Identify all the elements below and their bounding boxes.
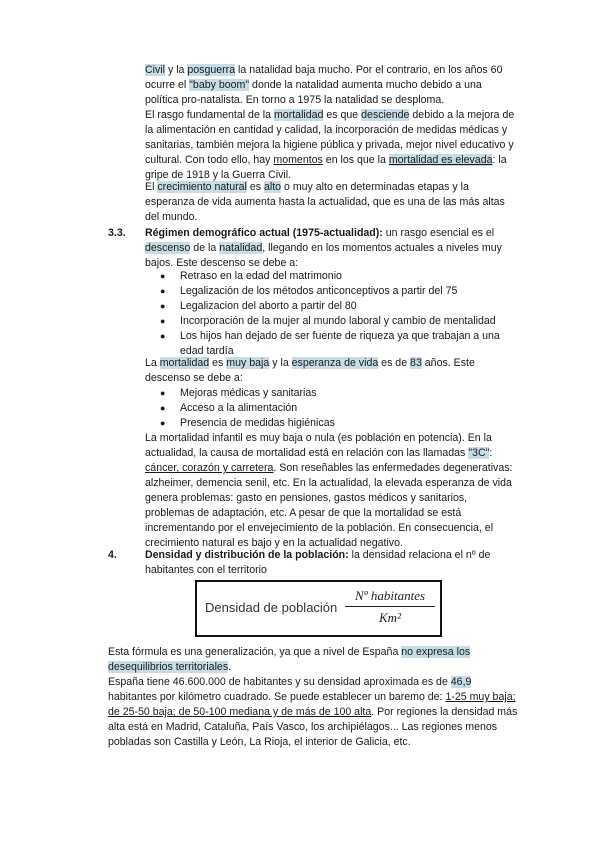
- text: :: [489, 447, 493, 459]
- text: La: [145, 357, 160, 369]
- paragraph-generalizacion: [108, 645, 518, 675]
- paragraph-mortalidad-infantil: [145, 431, 515, 551]
- text: o muy alto en determinadas etapas y la esperanza de vida aumenta hasta la actualidad, que es una de las más altas del mundo.: [145, 181, 505, 223]
- section-number-4: 4.: [108, 549, 117, 561]
- underline-cancer-corazon-carretera: cáncer, corazón y carretera: [145, 462, 274, 474]
- paragraph-crecimiento: [145, 180, 515, 225]
- section-number-3-3: 3.3.: [108, 227, 126, 239]
- text: . Por regiones la densidad más alta está en Madrid, Cataluña, País Vasco, los archipiélagos... Las regiones menos pobladas son Castilla y León, La Rioja, el interior de Galicia, etc.: [108, 706, 518, 748]
- list-item: ● Legalización de los métodos anticonceptivos a partir del 75: [160, 284, 520, 299]
- formula-label: Densidad de población: [205, 600, 338, 615]
- paragraph-regimen-actual: [145, 226, 515, 271]
- formula-numerator: Nº habitantes: [354, 588, 426, 603]
- paragraph-espana: [108, 675, 518, 750]
- paragraph-densidad: [145, 548, 515, 578]
- highlight-mortalidad-elevada: mortalidad es elevada: [388, 154, 493, 166]
- list-item: ● Los hijos han dejado de ser fuente de riqueza ya que trabajan a una edad tardía: [160, 329, 520, 359]
- text: El: [145, 181, 158, 193]
- formula-denominator: Km²: [379, 610, 401, 625]
- highlight-crecimiento-natural: crecimiento natural: [157, 181, 247, 193]
- highlight-civil: Civil: [145, 64, 166, 76]
- highlight-posguerra: posguerra: [187, 64, 236, 76]
- highlight-mortalidad-2: mortalidad: [159, 357, 210, 369]
- highlight-natalidad: natalidad: [219, 242, 263, 254]
- text: .: [228, 661, 232, 673]
- highlight-desciende: desciende: [361, 109, 410, 121]
- text: un rasgo esencial es el: [382, 227, 495, 239]
- list-item: ● Retraso en la edad del matrimonio: [160, 269, 520, 284]
- formula-fraction: [345, 588, 435, 626]
- list-item: ● Mejoras médicas y sanitarias: [160, 386, 520, 401]
- text: : la gripe de 1918 y la Guerra Civil.: [145, 154, 507, 181]
- text: España tiene 46.600.000 de habitantes y su densidad aproximada es de: [108, 676, 451, 688]
- highlight-83: 83: [410, 357, 422, 369]
- highlight-muy-baja: muy baja: [226, 357, 270, 369]
- text: y la: [269, 357, 292, 369]
- text: donde la natalidad aumenta mucho debido a una política pro-natalista. En torno a 1975 la natalidad se desploma.: [145, 79, 482, 106]
- text: es que: [323, 109, 362, 121]
- paragraph-mortalidad: [145, 108, 515, 183]
- underline-momentos: momentos: [273, 154, 323, 166]
- highlight-baby-boom: "baby boom": [189, 79, 250, 91]
- section-title-4: Densidad y distribución de la población:: [145, 549, 349, 561]
- highlight-desequilibrios: no expresa los desequilibrios territoriales: [108, 646, 471, 673]
- fraction-bar: [345, 606, 435, 607]
- text: es: [209, 357, 227, 369]
- text: debido a la mejora de la alimentación en cantidad y calidad, la incorporación de medidas médicas y sanitarias, también mejora la higiene pública y privada, mejor nivel educativo y cultural. Con todo ello, hay: [145, 109, 515, 166]
- text: la densidad relaciona el nº de habitantes con el territorio: [145, 549, 491, 576]
- list-item: ● Presencia de medidas higiénicas: [160, 416, 520, 431]
- highlight-alto: alto: [263, 181, 282, 193]
- text: habitantes por kilómetro cuadrado. Se puede establecer un baremo de:: [108, 691, 446, 703]
- text: Esta fórmula es una generalización, ya que a nivel de España: [108, 646, 402, 658]
- density-formula-box: [195, 580, 442, 637]
- text: y la: [165, 64, 188, 76]
- section-title-3-3: Régimen demográfico actual (1975-actualidad):: [145, 227, 383, 239]
- paragraph-natalidad: [145, 63, 515, 108]
- list-item: ● Acceso a la alimentación: [160, 401, 520, 416]
- highlight-46-9: 46,9: [450, 676, 472, 688]
- highlight-mortalidad: mortalidad: [273, 109, 324, 121]
- text: en los que la: [322, 154, 389, 166]
- text: . Son reseñables las enfermedades degenerativas: alzheimer, demencia senil, etc. En la actualidad, la elevada esperanza de vida genera problemas: gasto en pensiones, gastos médicos y sanitarios, problemas de adaptación, etc. A pesar de que la mortalidad se está incrementando por el envejecimiento de la población. En consecuencia, el crecimiento natural es bajo y en la actualidad negativo.: [145, 462, 513, 549]
- text: de la: [190, 242, 220, 254]
- highlight-descenso: descenso: [145, 242, 191, 254]
- list-item: ● Incorporación de la mujer al mundo laboral y cambio de mentalidad: [160, 314, 520, 329]
- text: , llegando en los momentos actuales a niveles muy bajos. Este descenso se debe a:: [145, 242, 502, 269]
- paragraph-mortalidad-baja: [145, 356, 515, 386]
- text: La mortalidad infantil es muy baja o nula (es población en potencia). En la actualidad, la causa de mortalidad está en relación con las llamadas: [145, 432, 492, 459]
- underline-baremo: 1-25 muy baja; de 25-50 baja; de 50-100 mediana y de más de 100 alta: [108, 691, 516, 718]
- bullet-list-natalidad: [160, 269, 520, 359]
- text: la natalidad baja mucho. Por el contrario, en los años 60 ocurre el: [145, 64, 503, 91]
- highlight-3c: "3C": [468, 447, 490, 459]
- text: El rasgo fundamental de la: [145, 109, 274, 121]
- bullet-list-mortalidad: [160, 386, 520, 431]
- text: es de: [378, 357, 411, 369]
- text: años. Este descenso se debe a:: [145, 357, 475, 384]
- list-item: ● Legalizacion del aborto a partir del 80: [160, 299, 520, 314]
- highlight-esperanza-de-vida: esperanza de vida: [291, 357, 379, 369]
- text: es: [246, 181, 264, 193]
